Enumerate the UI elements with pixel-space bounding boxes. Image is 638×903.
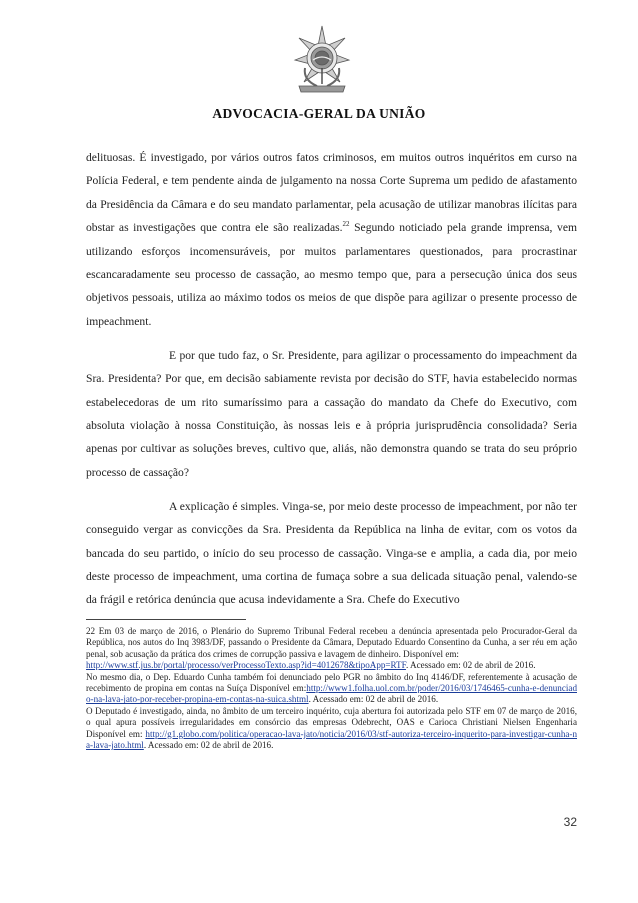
footnote-paragraph-2: No mesmo dia, o Dep. Eduardo Cunha também foi denunciado pelo PGR no âmbito do Inq 4146/DF, referentemente à acusação de recebimento de propina em contas na Suíça Disponível em:http://www1.folha.uol.com.br/poder/2016/03/1746465-cunha-e-denunciado-na-lava-jato-por-receber-propina-em-contas-na-suica.shtml. Acessado em: 02 de abril de 2016. — [86, 671, 577, 705]
footnote-paragraph-1: 22 Em 03 de março de 2016, o Plenário do Supremo Tribunal Federal recebeu a denúncia apresentada pelo Procurador-Geral da República, nos autos do Inq 3983/DF, passando o Presidente da Câmara, Deputado Eduardo Consentino da Cunha, a ser réu em ação penal, sob acusação da prática dos crimes de corrupção passiva e lavagem de dinheiro. Disponível em: http://www.stf.jus.br/portal/processo/verProcessoTexto.asp?id=4012678&tipoApp=RTF. Acessado em: 02 de abril de 2016. — [86, 626, 577, 671]
footnote-divider — [86, 619, 246, 620]
footnote — [86, 626, 577, 751]
paragraph-3: A explicação é simples. Vinga-se, por meio deste processo de impeachment, por não ter conseguido vergar as convicções da Sra. Presidenta da República na linha de evitar, com os votos da bancada do seu partido, o início do seu processo de cassação. Vinga-se e amplia, a cada dia, por meio deste processo de impeachment, uma cortina de fumaça sobre a sua delicada situação penal, valendo-se da frágil e retórica denúncia que acusa indevidamente a Sra. Chefe do Executivo — [86, 499, 577, 607]
brazil-coat-of-arms-icon — [293, 24, 351, 96]
paragraph-2: E por que tudo faz, o Sr. Presidente, para agilizar o processamento do impeachment da Sra. Presidenta? Por que, em decisão sabiamente revista por decisão do STF, havia estabelecido normas estabelecedoras de um rito sumaríssimo para a cassação do mandato da Chefe do Executivo, com absoluta violação à nossa Constituição, às nossas leis e à própria jurisprudência consolidada? Seria apenas por cultivar as soluções breves, cultivo que, aliás, não demonstra quando se trata do seu próprio processo de cassação? — [86, 348, 577, 479]
paragraph-1: delituosas. É investigado, por vários outros fatos criminosos, em muitos outros inquéritos em curso na Polícia Federal, e tem pendente ainda de julgamento na nossa Corte Suprema um pedido de afastamento da Presidência da Câmara e do seu mandato parlamentar, pela acusação de utilizar manobras ilícitas para obstar as investigações que contra ele são realizadas.$^{22}$ Segundo noticiado pela grande imprensa, vem utilizando esforços incomensuráveis, por muitos parlamentares questionados, para procrastinar escancaradamente seu processo de cassação, ao mesmo tempo que, para a persecução única dos seus objetivos pessoais, utiliza ao máximo todos os meios de que dispõe para agilizar o presente processo de impeachment. — [86, 151, 577, 328]
page-number: 32 — [563, 815, 577, 829]
footnote-link-stf[interactable]: http://www.stf.jus.br/portal/processo/verProcessoTexto.asp?id=4012678&tipoApp=RTF — [86, 660, 406, 671]
footnote-ref[interactable]: 22 — [342, 220, 350, 229]
body-text — [86, 146, 577, 612]
footnote-link-folha[interactable]: http://www1.folha.uol.com.br/poder/2016/03/1746465-cunha-e-denunciado-na-lava-jato-por-receber-propina-em-contas-na-suica.shtml — [86, 683, 577, 705]
footnote-paragraph-3: O Deputado é investigado, ainda, no âmbito de um terceiro inquérito, cuja abertura foi autorizada pelo STF em 07 de março de 2016, o qual apura possíveis irregularidades em consórcio das empresas Odebrecht, OAS e Carioca Christiani Nielsen Engenharia Disponível em: http://g1.globo.com/politica/operacao-lava-jato/noticia/2016/03/stf-autoriza-terceiro-inquerito-para-investigar-cunha-na-lava-jato.html. Acessado em: 02 de abril de 2016. — [86, 705, 577, 751]
footnote-number: 22 — [86, 626, 96, 636]
footnote-link-g1[interactable]: http://g1.globo.com/politica/operacao-lava-jato/noticia/2016/03/stf-autoriza-terceiro-inquerito-para-investigar-cunha-na-lava-jato.html — [86, 728, 577, 751]
page-title: ADVOCACIA-GERAL DA UNIÃO — [212, 106, 426, 121]
